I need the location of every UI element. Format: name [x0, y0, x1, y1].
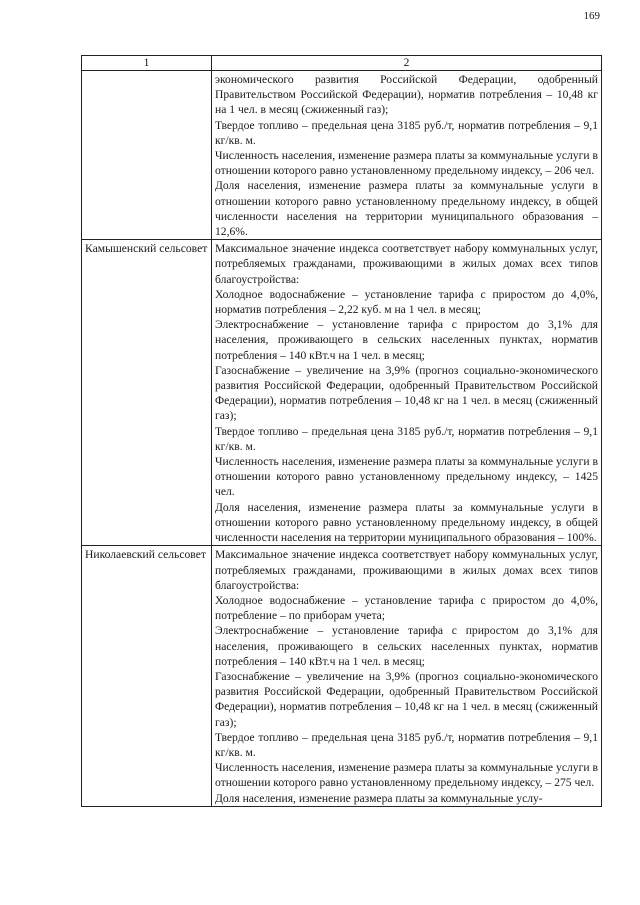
paragraph: Газоснабжение – увеличение на 3,9% (прогноз социально-экономического развития Российской Федерации, одобренный Правительством Российской Федерации), норматив потребления – 10,48 кг на 1 чел. в месяц (сжиженный газ);: [215, 363, 598, 423]
paragraph: Холодное водоснабжение – установление тарифа с приростом до 4,0%, потребление – по приборам учета;: [215, 593, 598, 623]
paragraph: Газоснабжение – увеличение на 3,9% (прогноз социально-экономического развития Российской Федерации, одобренный Правительством Российской Федерации), норматив потребления – 10,48 кг на 1 чел. в месяц (сжиженный газ);: [215, 669, 598, 729]
table-header-row: [82, 56, 602, 71]
paragraph: Электроснабжение – установление тарифа с приростом до 3,1% для населения, проживающего в сельских населенных пунктах, норматив потребления – 140 кВт.ч на 1 чел. в месяц;: [215, 318, 598, 362]
paragraph: Максимальное значение индекса соответствует набору коммунальных услуг, потребляемых гражданами, проживающими в жилых домах всех типов благоустройства:: [215, 242, 598, 286]
paragraph: Доля населения, изменение размера платы за коммунальные услу-: [215, 791, 543, 805]
municipality-description: [212, 546, 602, 806]
municipality-name: Николаевский сельсовет: [82, 546, 212, 806]
paragraph: Численность населения, изменение размера платы за коммунальные услуги в отношении которого равно установленному предельному индексу, – 275 чел.: [215, 761, 598, 790]
paragraph: Доля населения, изменение размера платы за коммунальные услуги в отношении которого равно установленному предельному индексу, в общей численности населения на территории муниципального образования – 100%.: [215, 500, 598, 545]
page-number: 169: [583, 10, 600, 22]
column-header-2: 2: [212, 56, 602, 71]
paragraph: Доля населения, изменение размера платы за коммунальные услуги в отношении которого равно установленному предельному индексу, в общей численности населения на территории муниципального образования – 12,6%.: [215, 179, 598, 239]
column-header-1: 1: [82, 56, 212, 71]
document-table: [81, 55, 602, 807]
paragraph: Численность населения, изменение размера платы за коммунальные услуги в отношении которого равно установленному предельному индексу, – 1425 чел.: [215, 455, 598, 499]
municipality-name: [82, 71, 212, 240]
municipality-description: [212, 71, 602, 240]
municipality-name: Камышенский сельсовет: [82, 240, 212, 546]
paragraph: Максимальное значение индекса соответствует набору коммунальных услуг, потребляемых гражданами, проживающими в жилых домах всех типов благоустройства:: [215, 548, 598, 592]
paragraph: Численность населения, изменение размера платы за коммунальные услуги в отношении которого равно установленному предельному индексу, – 206 чел.: [215, 149, 598, 178]
paragraph: Электроснабжение – установление тарифа с приростом до 3,1% для населения, проживающего в сельских населенных пунктах, норматив потребления – 140 кВт.ч на 1 чел. в месяц;: [215, 624, 598, 668]
municipality-description: [212, 240, 602, 546]
paragraph: Твердое топливо – предельная цена 3185 руб./т, норматив потребления – 9,1 кг/кв. м.: [215, 118, 598, 147]
paragraph: Твердое топливо – предельная цена 3185 руб./т, норматив потребления – 9,1 кг/кв. м.: [215, 424, 598, 453]
table-row: [82, 546, 602, 806]
table-row: [82, 240, 602, 546]
paragraph: экономического развития Российской Федерации, одобренный Правительством Российской Федерации), норматив потребления – 10,48 кг на 1 чел. в месяц (сжиженный газ);: [215, 73, 598, 117]
table-row: [82, 71, 602, 240]
paragraph: Твердое топливо – предельная цена 3185 руб./т, норматив потребления – 9,1 кг/кв. м.: [215, 730, 598, 759]
paragraph: Холодное водоснабжение – установление тарифа с приростом до 4,0%, норматив потребления – 2,22 куб. м на 1 чел. в месяц;: [215, 287, 598, 317]
